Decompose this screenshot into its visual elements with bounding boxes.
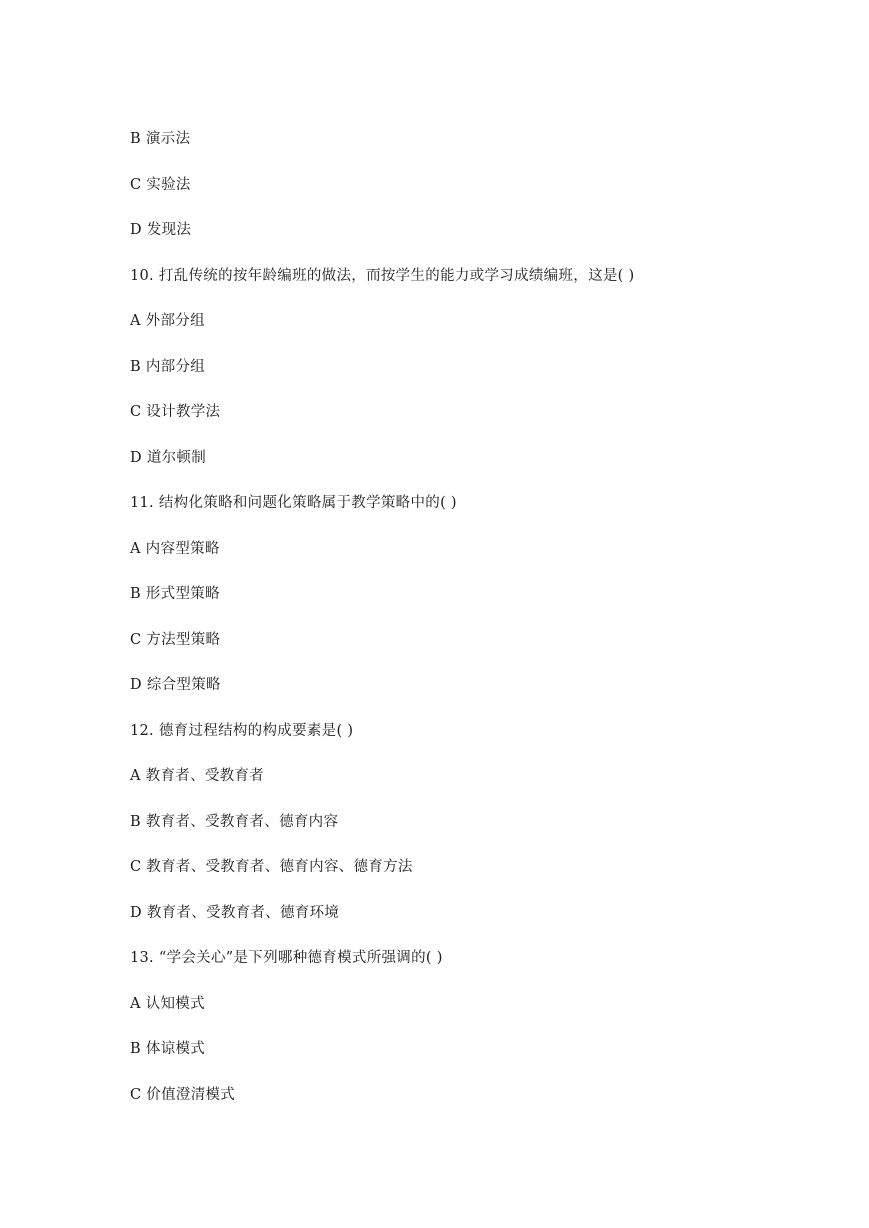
option-a: A 外部分组 xyxy=(130,313,205,329)
option-d: D 发现法 xyxy=(130,222,192,238)
option-c: C 教育者、受教育者、德育内容、德育方法 xyxy=(130,859,413,875)
option-c: C 价值澄清模式 xyxy=(130,1086,236,1103)
option-a: A 内容型策略 xyxy=(130,540,220,557)
option-d: D 综合型策略 xyxy=(130,677,221,693)
option-d: D 教育者、受教育者、德育环境 xyxy=(130,904,340,921)
option-d: D 道尔顿制 xyxy=(130,449,207,466)
option-c: C 方法型策略 xyxy=(130,631,221,648)
option-a: A 认知模式 xyxy=(130,995,205,1012)
option-b: B 形式型策略 xyxy=(130,586,220,602)
question-13: 13. “学会关心”是下列哪种德育模式所强调的( ) xyxy=(130,950,443,966)
option-c: C 实验法 xyxy=(130,176,191,193)
document-page xyxy=(130,126,830,1127)
option-c: C 设计教学法 xyxy=(130,404,221,420)
option-b: B 体谅模式 xyxy=(130,1041,206,1057)
option-b: B 教育者、受教育者、德育内容 xyxy=(130,813,339,830)
question-10: 10. 打乱传统的按年龄编班的做法，而按学生的能力或学习成绩编班，这是( ) xyxy=(130,267,635,284)
option-b: B 演示法 xyxy=(130,131,191,147)
question-12: 12. 德育过程结构的构成要素是( ) xyxy=(130,722,354,739)
question-11: 11. 结构化策略和问题化策略属于教学策略中的( ) xyxy=(130,495,457,511)
option-a: A 教育者、受教育者 xyxy=(130,768,265,784)
option-b: B 内部分组 xyxy=(130,358,206,375)
